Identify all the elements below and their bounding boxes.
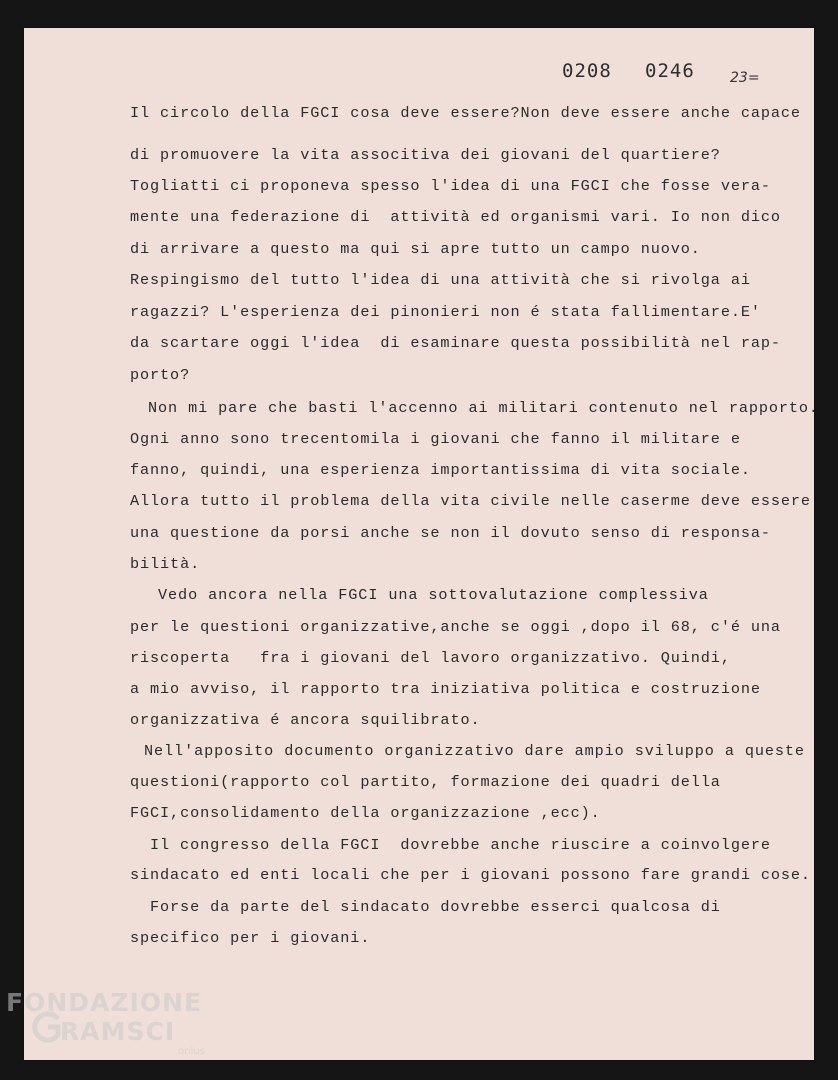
text-line: specifico per i giovani. [130, 929, 371, 947]
text-line: a mio avviso, il rapporto tra iniziativa politica e costruzione [130, 680, 761, 698]
text-line: Il circolo della FGCI cosa deve essere?Non deve essere anche capace [130, 104, 801, 122]
text-line: per le questioni organizzative,anche se oggi ,dopo il 68, c'é una [130, 618, 781, 636]
text-line: Forse da parte del sindacato dovrebbe esserci qualcosa di [140, 898, 721, 916]
watermark-line-2: RAMSCI [60, 1017, 176, 1046]
text-line: porto? [130, 366, 191, 384]
archive-number-left: 0208 [562, 60, 612, 82]
gramsci-g-logo-icon [32, 1010, 62, 1044]
text-line: sindacato ed enti locali che per i giovani possono fare grandi cose. [130, 866, 811, 884]
text-line: organizzativa é ancora squilibrato. [130, 711, 481, 729]
text-line: Vedo ancora nella FGCI una sottovalutazione complessiva [138, 586, 709, 604]
watermark-suffix: onlus [178, 1046, 205, 1057]
text-line: questioni(rapporto col partito, formazione dei quadri della [130, 773, 721, 791]
text-line: mente una federazione di attività ed organismi vari. Io non dico [130, 208, 781, 226]
text-line: Togliatti ci proponeva spesso l'idea di una FGCI che fosse vera- [130, 177, 771, 195]
text-line: Allora tutto il problema della vita civile nelle caserme deve essere [130, 492, 811, 510]
text-line: bilità. [130, 555, 201, 573]
text-line: Respingismo del tutto l'idea di una attività che si rivolga ai [130, 271, 751, 289]
archive-number-right: 0246 [645, 60, 695, 82]
text-line: Non mi pare che basti l'accenno ai militari contenuto nel rapporto. [138, 399, 819, 417]
watermark-line-1: FONDAZIONE [6, 988, 203, 1017]
fondazione-gramsci-watermark [2, 988, 212, 1068]
text-line: Ogni anno sono trecentomila i giovani che fanno il militare e [130, 430, 741, 448]
text-line: Il congresso della FGCI dovrebbe anche riuscire a coinvolgere [140, 836, 771, 854]
text-line: di promuovere la vita associtiva dei giovani del quartiere? [130, 146, 721, 164]
text-line: Nell'apposito documento organizzativo dare ampio sviluppo a queste [134, 742, 805, 760]
text-line: FGCI,consolidamento della organizzazione ,ecc). [130, 804, 601, 822]
text-line: riscoperta fra i giovani del lavoro organizzativo. Quindi, [130, 649, 731, 667]
text-line: di arrivare a questo ma qui si apre tutto un campo nuovo. [130, 240, 701, 258]
text-line: ragazzi? L'esperienza dei pinonieri non é stata fallimentare.E' [130, 303, 761, 321]
text-line: una questione da porsi anche se non il dovuto senso di responsa- [130, 524, 771, 542]
page-folio: 23= [730, 70, 760, 86]
text-line: da scartare oggi l'idea di esaminare questa possibilità nel rap- [130, 334, 781, 352]
text-line: fanno, quindi, una esperienza importantissima di vita sociale. [130, 461, 751, 479]
